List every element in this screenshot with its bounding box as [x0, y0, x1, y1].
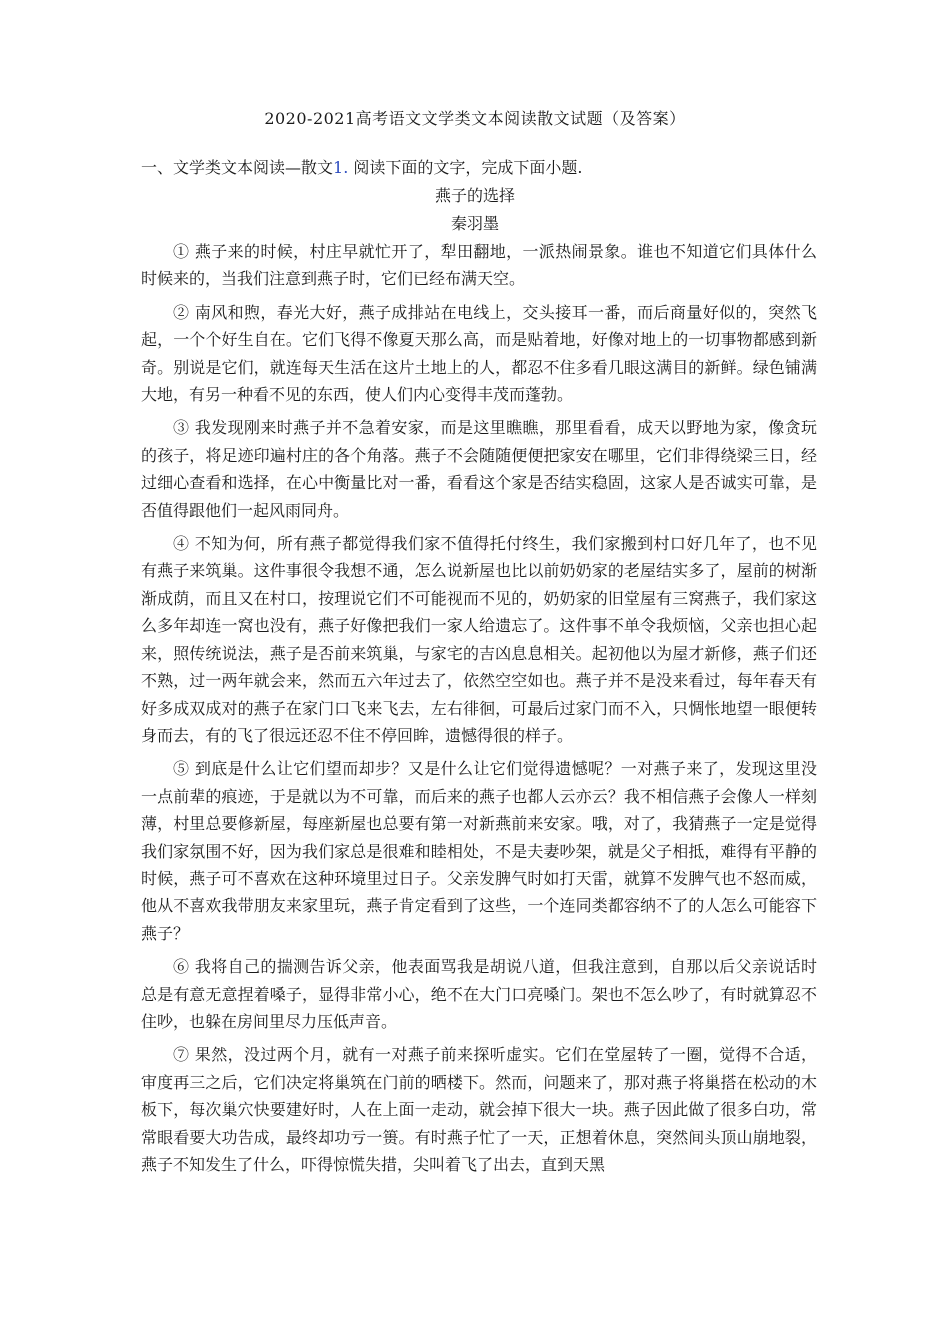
essay-body	[141, 238, 817, 1184]
essay-title: 燕子的选择	[434, 186, 515, 205]
question-instruction: 阅读下面的文字，完成下面小题.	[353, 158, 583, 177]
section-label: 一、文学类文本阅读—散文	[141, 158, 334, 177]
document-title: 2020-2021高考语文文学类文本阅读散文试题（及答案）	[264, 109, 686, 128]
paragraph-2: ② 南风和煦，春光大好，燕子成排站在电线上，交头接耳一番，而后商量好似的，突然飞起，一个个好生自在。它们飞得不像夏天那么高，而是贴着地，好像对地上的一切事物都感到新奇。别说是它们，就连每天生活在这片土地上的人，都忍不住多看几眼这满目的新鲜。绿色铺满大地，有另一种看不见的东西，使人们内心变得丰茂而蓬勃。	[141, 302, 817, 405]
paragraph-6: ⑥ 我将自己的揣测告诉父亲，他表面骂我是胡说八道，但我注意到，自那以后父亲说话时总是有意无意捏着嗓子，显得非常小心，绝不在大门口亮嗓门。架也不怎么吵了，有时就算忍不住吵，也躲在房间里尽力压低声音。	[141, 957, 817, 1031]
paragraph-3: ③ 我发现刚来时燕子并不急着安家，而是这里瞧瞧，那里看看，成天以野地为家，像贪玩的孩子，将足迹印遍村庄的各个角落。燕子不会随随便便把家安在哪里，它们非得绕梁三日，经过细心查看和选择，在心中衡量比对一番，看看这个家是否结实稳固，这家人是否诚实可靠，是否值得跟他们一起风雨同舟。	[141, 418, 817, 520]
paragraph-5: ⑤ 到底是什么让它们望而却步？又是什么让它们觉得遗憾呢？一对燕子来了，发现这里没一点前辈的痕迹，于是就以为不可靠，而后来的燕子也都人云亦云？我不相信燕子会像人一样刻薄，村里总要修新屋，每座新屋也总要有第一对新燕前来安家。哦，对了，我猜燕子一定是觉得我们家氛围不好，因为我们家总是很难和睦相处，不是夫妻吵架，就是父子相抵，难得有平静的时候，燕子可不喜欢在这种环境里过日子。父亲发脾气时如打天雷，就算不发脾气也不怒而威，他从不喜欢我带朋友来家里玩，燕子肯定看到了这些，一个连同类都容纳不了的人怎么可能容下燕子？	[141, 759, 817, 943]
question-number: 1.	[333, 158, 349, 177]
paragraph-1: ① 燕子来的时候，村庄早就忙开了，犁田翻地，一派热闹景象。谁也不知道它们具体什么时候来的，当我们注意到燕子时，它们已经布满天空。	[141, 242, 817, 289]
essay-author: 秦羽墨	[450, 214, 499, 233]
paragraph-4: ④ 不知为何，所有燕子都觉得我们家不值得托付终生，我们家搬到村口好几年了，也不见有燕子来筑巢。这件事很令我想不通，怎么说新屋也比以前奶奶家的老屋结实多了，屋前的树渐渐成荫，而且又在村口，按理说它们不可能视而不见的，奶奶家的旧堂屋有三窝燕子，我们家这么多年却连一窝也没有，燕子好像把我们一家人给遗忘了。这件事不单令我烦恼，父亲也担心起来，照传统说法，燕子是否前来筑巢，与家宅的吉凶息息相关。起初他以为屋才新修，燕子们还不熟，过一两年就会来，然而五六年过去了，依然空空如也。燕子并不是没来看过，每年春天有好多成双成对的燕子在家门口飞来飞去，左右徘徊，可最后过家门而不入，只惆怅地望一眼便转身而去，有的飞了很远还忍不住不停回眸，遗憾得很的样子。	[141, 534, 817, 745]
paragraph-7: ⑦ 果然，没过两个月，就有一对燕子前来探听虚实。它们在堂屋转了一圈，觉得不合适，审度再三之后，它们决定将巢筑在门前的晒楼下。然而，问题来了，那对燕子将巢搭在松动的木板下，每次巢穴快要建好时，人在上面一走动，就会掉下很大一块。燕子因此做了很多白功，常常眼看要大功告成，最终却功亏一篑。有时燕子忙了一天，正想着休息，突然间头顶山崩地裂，燕子不知发生了什么，吓得惊慌失措，尖叫着飞了出去，直到天黑	[141, 1045, 817, 1174]
section-heading	[141, 157, 582, 179]
